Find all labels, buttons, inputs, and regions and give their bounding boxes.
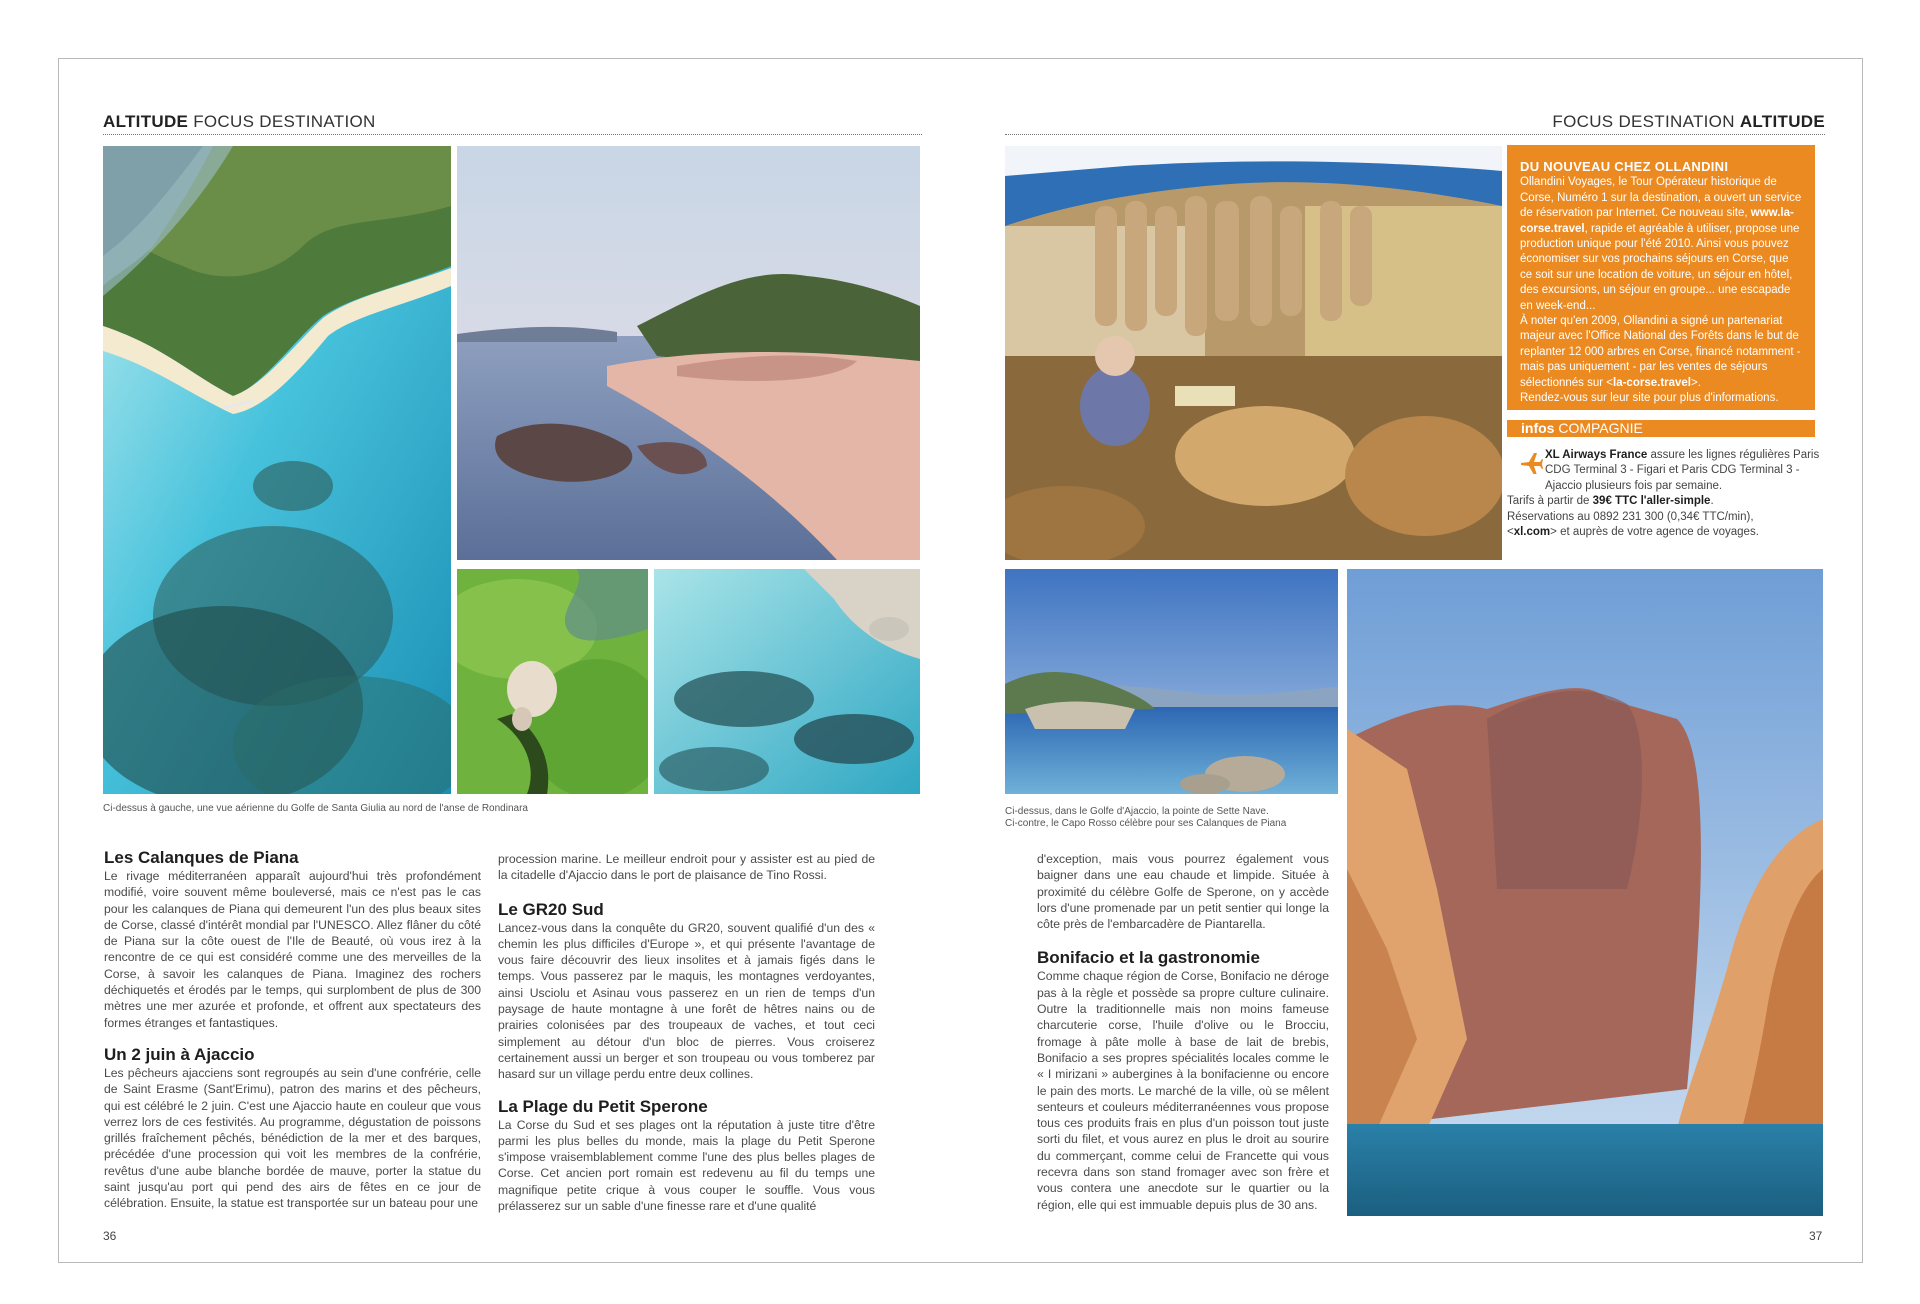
promo-text: , rapide et agréable à utiliser, propose une production unique pour l'été 2010. Ainsi vous pouvez économiser sur vos prochains séjours en Corse, que ce soit sur une location de voiture, un séjour en hôtel, des excursions, un séjour en groupe... une escapade en week-end... xyxy=(1520,222,1800,312)
sette-nave-photo xyxy=(1005,569,1338,794)
promo-closing: Rendez-vous sur leur site pour plus d'informations. xyxy=(1520,392,1779,405)
right-header-rule xyxy=(1005,134,1825,135)
article-body-sperone-continued: d'exception, mais vous pourrez également vous baigner dans une eau chaude et limpide. Située à proximité du célèbre Golfe de Sperone, on y accède lors d'une promenade par un petit sentier qui longe la côte près de l'embarcadère de Piantarella. xyxy=(1037,852,1329,932)
infos-airline-line xyxy=(1507,448,1835,494)
ollandini-promo-box xyxy=(1507,145,1815,410)
left-page-header xyxy=(103,112,376,130)
aerial-santa-giulia-photo xyxy=(103,146,451,794)
infos-compagnie-bar xyxy=(1507,420,1815,437)
caption-line: Ci-dessus, dans le Golfe d'Ajaccio, la pointe de Sette Nave. xyxy=(1005,806,1269,817)
promo-text: >. xyxy=(1691,376,1701,389)
promo-title: DU NOUVEAU CHEZ OLLANDINI xyxy=(1520,159,1729,174)
infos-compagnie-text xyxy=(1507,448,1835,540)
promo-paragraph xyxy=(1520,175,1803,314)
left-page-number: 36 xyxy=(103,1229,117,1243)
fare-prefix: Tarifs à partir de xyxy=(1507,495,1590,508)
right-page-header xyxy=(1552,112,1825,130)
header-magazine-name: ALTITUDE xyxy=(1739,112,1825,131)
right-page-number: 37 xyxy=(1809,1229,1823,1243)
article-column-3 xyxy=(1037,851,1329,1227)
airline-site-link[interactable]: xl.com xyxy=(1513,526,1551,539)
promo-text: Ollandini Voyages, le Tour Opérateur historique de Corse, Numéro 1 sur la destination, a ouvert un service de réservation par Internet. Ce nouveau site, xyxy=(1520,176,1802,220)
promo-paragraph xyxy=(1520,314,1803,391)
site-suffix: > et auprès de votre agence de voyages. xyxy=(1550,526,1759,539)
site-line xyxy=(1507,525,1835,540)
right-photo-caption xyxy=(1005,806,1335,830)
article-body-bonifacio: Comme chaque région de Corse, Bonifacio ne déroge pas à la règle et possède sa propre culture culinaire. Outre la traditionnelle mais non moins fameuse charcuterie corse, l'huile d'olive ou le Brocciu, fromage à pâte molle à base de lait de brebis, Bonifacio a ses propres spécialités locales comme le « I mirizani » aubergines à la bonifacienne ou encore le pain des morts. Le marché de la ville, où se mêlent senteurs et couleurs méditerranéennes vous propose tous ces produits frais en plus d'un poisson tout juste sorti du filet, et vous aurez en plus le droit au sourire du commerçant, comme celui de Francette qui vous recevra dans son stand fromager avec son frère et vous contera une anecdote sur le quartier ou la région, elle qui est immuable depuis plus de 30 ans. xyxy=(1037,969,1329,1212)
fare-suffix: . xyxy=(1710,495,1714,508)
airline-routes: assure les lignes régulières Paris CDG Terminal 3 - Figari et Paris CDG Terminal 3 - Ajaccio plusieurs fois par semaine. xyxy=(1545,449,1820,492)
rocky-water-photo xyxy=(654,569,920,794)
pig-grass-photo xyxy=(457,569,648,794)
article-body-ajaccio-continued: procession marine. Le meilleur endroit pour y assister est au pied de la citadelle d'Ajaccio dans le port de plaisance de Tino Rossi. xyxy=(498,852,875,883)
fare-line xyxy=(1507,494,1835,509)
left-photo-caption: Ci-dessus à gauche, une vue aérienne du Golfe de Santa Giulia au nord de l'anse de Rondinara xyxy=(103,803,528,814)
article-title-gr20: Le GR20 Sud xyxy=(498,899,604,919)
fare-price: 39€ TTC l'aller-simple xyxy=(1592,495,1711,508)
article-column-1 xyxy=(104,848,481,1226)
caption-line: Ci-contre, le Capo Rosso célèbre pour ses Calanques de Piana xyxy=(1005,818,1287,829)
promo-text: À noter qu'en 2009, Ollandini a signé un partenariat majeur avec l'Office National des Forêts dans le but de replanter 12 000 arbres en Corse, financé notamment - mais pas uniquement - par les ventes de séjours sélectionnés sur < xyxy=(1520,315,1801,389)
market-stall-photo xyxy=(1005,146,1502,560)
article-title-sperone: La Plage du Petit Sperone xyxy=(498,1096,708,1116)
article-column-2 xyxy=(498,851,875,1228)
article-title-ajaccio: Un 2 juin à Ajaccio xyxy=(104,1044,255,1064)
promo-link[interactable]: la-corse.travel xyxy=(1613,376,1692,389)
reservation-line: Réservations au 0892 231 300 (0,34€ TTC/min), xyxy=(1507,510,1754,523)
airline-name: XL Airways France xyxy=(1545,449,1648,461)
sunset-beach-photo xyxy=(457,146,920,560)
article-body-sperone: La Corse du Sud et ses plages ont la réputation à juste titre d'être parmi les plus belles du monde, mais la plage du Petit Sperone s'impose vraisemblablement comme l'une des plus belles plages de Corse. Cet ancien port romain est redevenu au fil du temps une magnifique petite crique à vous couper le souffle. Vous vous prélasserez sur un sable d'une finesse rare et d'une qualité xyxy=(498,1117,875,1214)
article-title-bonifacio: Bonifacio et la gastronomie xyxy=(1037,948,1260,968)
site-prefix: < xyxy=(1507,526,1514,539)
capo-rosso-photo xyxy=(1347,569,1823,1216)
article-body-ajaccio: Les pêcheurs ajacciens sont regroupés au sein d'une confrérie, celle de Saint Erasme (Sant'Erimu), patron des marins et des pêcheurs, qui est célébré le 2 juin. C'est une Ajaccio haute en couleur que vous verrez lors de ces festivités. Au programme, dégustation de poissons grillés fraîchement pêchés, bénédiction de la mer et des barques, précédée d'une procession qui voit les membres de la confrérie, revêtus d'une aube blanche bordée de mauve, porter la statue du saint jusqu'au port qui pend des airs de fêtes en ce jour de célébration. Ensuite, la statue est transportée sur un bateau pour une xyxy=(104,1065,481,1211)
header-magazine-name: ALTITUDE xyxy=(103,112,189,131)
header-section-name: FOCUS DESTINATION xyxy=(1552,112,1735,131)
infos-label-light: COMPAGNIE xyxy=(1558,420,1643,436)
article-title-piana: Les Calanques de Piana xyxy=(104,848,299,867)
left-header-rule xyxy=(103,134,922,135)
article-body-piana: Le rivage méditerranéen apparaît aujourd'hui très profondément modifié, voire souvent même bouleversé, mais ce n'est pas le cas pour les calanques de Piana qui demeurent l'un des plus beaux sites de Corse, classé d'intérêt mondial par l'UNESCO. Allez flâner du côté de Piana sur la côte ouest de l'Ile de Beauté, où vous irez à la rencontre de ce qui est considéré comme une des merveilles de la Corse, à savoir les calanques de Piana. Imaginez des rochers déchiquetés et érodés par le temps, qui surplombent de plus de 300 mètres une mer azurée et profonde, et offrent aux spectateurs des formes étranges et fantastiques. xyxy=(104,869,481,1030)
article-body-gr20: Lancez-vous dans la conquête du GR20, souvent qualifié d'un des « chemin les plus difficiles d'Europe », et qui présente l'avantage de vous faire découvrir des lieux insolites et à jamais figés dans le temps. Vous passerez par le maquis, les montagnes verdoyantes, ainsi Usciolu et Asinau vous passerez en un rien de temps d'un paysage de haute montagne à une forêt de hêtres nains ou de prairies colonisées par des troupeaux de vaches, et tout ceci simplement au détour d'un bloc de pierres. Vous croiserez certainement aussi un berger et son troupeau ou vous tomberez par hasard sur un village perdu entre deux collines. xyxy=(498,920,875,1082)
header-section-name: FOCUS DESTINATION xyxy=(193,112,376,131)
promo-link[interactable]: www.la-corse.travel xyxy=(1520,207,1794,235)
plane-icon xyxy=(1519,450,1543,474)
infos-label: infos xyxy=(1521,420,1555,436)
